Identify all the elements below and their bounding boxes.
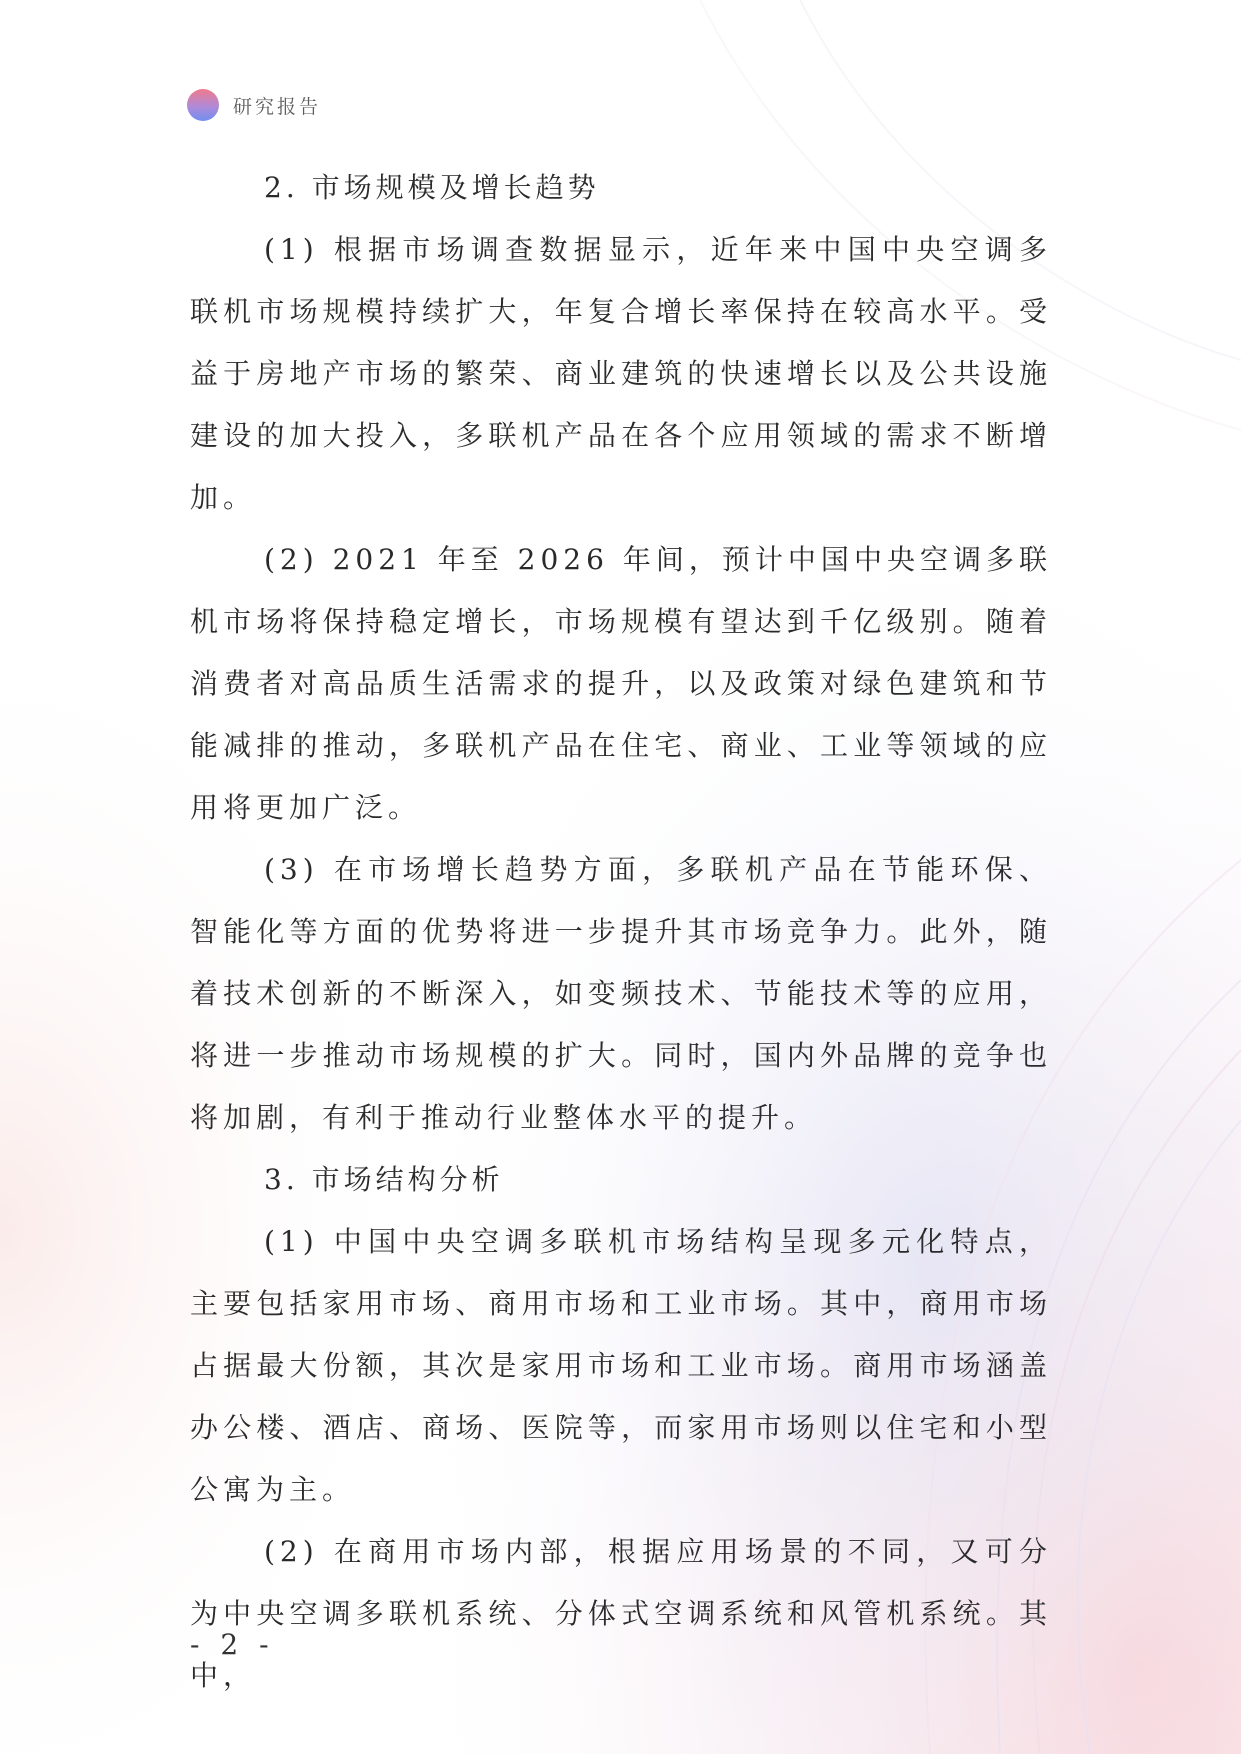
section-heading: 3. 市场结构分析 [264,1163,504,1196]
document-body [190,157,1052,1707]
page-number: - 2 - [190,1628,275,1661]
paragraph: (1) 根据市场调查数据显示，近年来中国中央空调多联机市场规模持续扩大，年复合增长率保持在较高水平。受益于房地产市场的繁荣、商业建筑的快速增长以及公共设施建设的加大投入，多联机产品在各个应用领域的需求不断增加。 [190,233,1052,514]
logo-icon [187,89,219,121]
header-title: 研究报告 [233,95,322,118]
paragraph: (3) 在市场增长趋势方面，多联机产品在节能环保、智能化等方面的优势将进一步提升其市场竞争力。此外，随着技术创新的不断深入，如变频技术、节能技术等的应用，将进一步推动市场规模的扩大。同时，国内外品牌的竞争也将加剧，有利于推动行业整体水平的提升。 [190,853,1052,1134]
paragraph: (2) 2021 年至 2026 年间，预计中国中央空调多联机市场将保持稳定增长，市场规模有望达到千亿级别。随着消费者对高品质生活需求的提升，以及政策对绿色建筑和节能减排的推动，多联机产品在住宅、商业、工业等领域的应用将更加广泛。 [190,543,1052,824]
paragraph: (1) 中国中央空调多联机市场结构呈现多元化特点，主要包括家用市场、商用市场和工业市场。其中，商用市场占据最大份额，其次是家用市场和工业市场。商用市场涵盖办公楼、酒店、商场、医院等，而家用市场则以住宅和小型公寓为主。 [190,1225,1052,1506]
section-heading: 2. 市场规模及增长趋势 [264,171,600,204]
report-header [187,88,321,122]
paragraph: (2) 在商用市场内部，根据应用场景的不同，又可分为中央空调多联机系统、分体式空调系统和风管机系统。其中， [190,1535,1052,1692]
